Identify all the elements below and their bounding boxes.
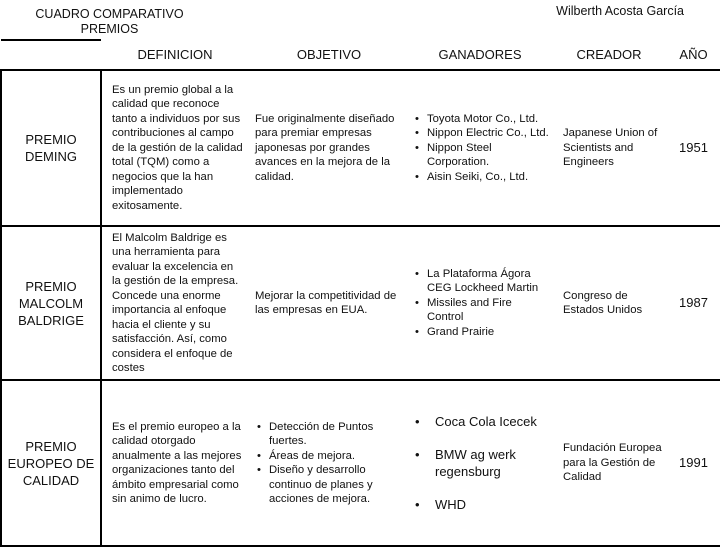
creador-cell: Japanese Union of Scientists and Engineers xyxy=(551,70,667,226)
ganadores-list xyxy=(413,267,551,340)
header-creador: CREADOR xyxy=(551,40,667,70)
document-title: CUADRO COMPARATIVO PREMIOS xyxy=(35,7,184,36)
anio-cell: 1991 xyxy=(667,380,720,546)
definicion-cell: El Malcolm Baldrige es una herramienta para evaluar la excelencia en la gestión de la empresa. Concede una enorme importancia al enfoque hacia el cliente y su satisfacción. Así, como considera el enfoque de costes xyxy=(101,226,249,380)
ganadores-list xyxy=(413,413,551,513)
anio-cell: 1987 xyxy=(667,226,720,380)
list-item: • Aisin Seiki, Co., Ltd. xyxy=(413,170,551,185)
list-item: • La Plataforma Ágora CEG Lockheed Martin xyxy=(413,267,551,296)
premio-name: PREMIO EUROPEO DE CALIDAD xyxy=(1,380,101,546)
creador-cell: Congreso de Estados Unidos xyxy=(551,226,667,380)
header-corner xyxy=(1,40,101,70)
list-item: • Detección de Puntos fuertes. xyxy=(255,420,405,449)
header-definicion: DEFINICION xyxy=(101,40,249,70)
list-item: • Áreas de mejora. xyxy=(255,449,405,464)
ganadores-cell xyxy=(409,380,551,546)
objetivo-cell: Fue originalmente diseñado para premiar empresas japonesas por grandes avances en la mejora de la calidad. xyxy=(249,70,409,226)
definicion-cell: Es el premio europeo a la calidad otorgado anualmente a las mejores organizaciones tanto del ámbito empresarial como sin animo de lucro. xyxy=(101,380,249,546)
list-item: • Nippon Electric Co., Ltd. xyxy=(413,126,551,141)
list-item: • Grand Prairie xyxy=(413,325,551,340)
table-row-europeo xyxy=(1,380,720,546)
header-ganadores: GANADORES xyxy=(409,40,551,70)
comparison-table xyxy=(0,39,720,547)
list-item: • Diseño y desarrollo continuo de planes y acciones de mejora. xyxy=(255,463,405,507)
anio-cell: 1951 xyxy=(667,70,720,226)
ganadores-list xyxy=(413,112,551,185)
header-row xyxy=(1,40,720,70)
objetivo-cell: Mejorar la competitividad de las empresas en EUA. xyxy=(249,226,409,380)
list-item: • Coca Cola Icecek xyxy=(413,413,551,430)
premio-name: PREMIO DEMING xyxy=(1,70,101,226)
list-item: • BMW ag werk regensburg xyxy=(413,446,551,480)
table-row-baldrige xyxy=(1,226,720,380)
header-anio: AÑO xyxy=(667,40,720,70)
table-row-deming xyxy=(1,70,720,226)
list-item: • Nippon Steel Corporation. xyxy=(413,141,551,170)
premio-name: PREMIO MALCOLM BALDRIGE xyxy=(1,226,101,380)
author-name: Wilberth Acosta García xyxy=(556,4,684,18)
list-item: • Toyota Motor Co., Ltd. xyxy=(413,112,551,127)
ganadores-cell xyxy=(409,70,551,226)
ganadores-cell xyxy=(409,226,551,380)
list-item: • Missiles and Fire Control xyxy=(413,296,551,325)
definicion-cell: Es un premio global a la calidad que reconoce tanto a individuos por sus contribuciones al campo de la gestión de la calidad total (TQM) como a negocios que la han implementado exitosamente. xyxy=(101,70,249,226)
list-item: • WHD xyxy=(413,496,551,513)
objetivo-cell xyxy=(249,380,409,546)
creador-cell: Fundación Europea para la Gestión de Calidad xyxy=(551,380,667,546)
header-objetivo: OBJETIVO xyxy=(249,40,409,70)
objetivo-list xyxy=(255,420,405,507)
